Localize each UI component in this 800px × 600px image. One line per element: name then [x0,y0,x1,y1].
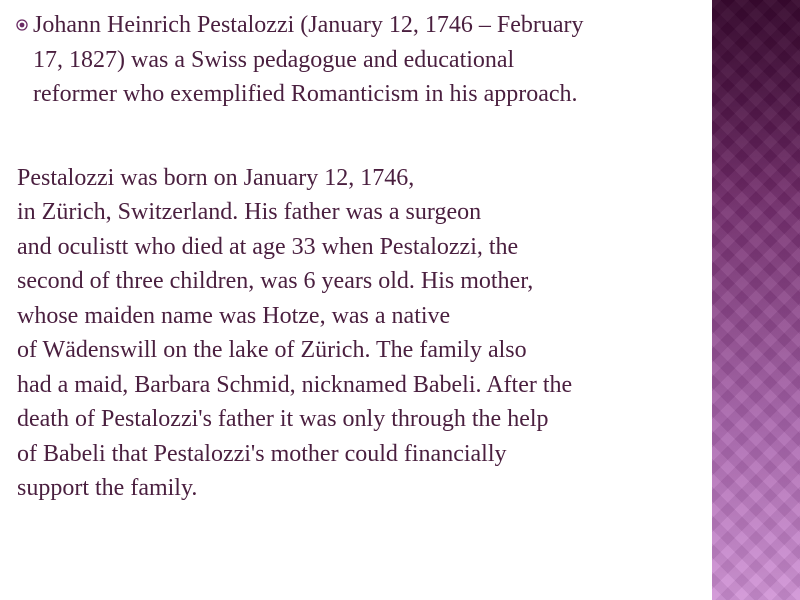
paragraph-line: in Zürich, Switzerland. His father was a surgeon [17,199,482,225]
decorative-side-band [712,0,800,600]
paragraph-line: second of three children, was 6 years old. His mother, [17,268,534,294]
paragraph-line: and oculistt who died at age 33 when Pestalozzi, the [17,233,519,260]
paragraph-line: reformer who exemplified Romanticism in his approach. [33,81,578,107]
paragraph-line: Johann Heinrich Pestalozzi (January 12, 1746 – February [33,12,584,38]
intro-paragraph [33,8,704,112]
bullet-item [14,8,704,112]
paragraph-line: support the family. [17,475,198,501]
text-content [14,8,704,506]
paragraph-line: whose maiden name was Hotze, was a native [17,302,451,329]
paragraph-line: Pestalozzi was born on January 12, 1746, [17,164,415,191]
biography-paragraph [14,161,704,506]
paragraph-line: of Babeli that Pestalozzi's mother could financially [17,440,507,467]
paragraph-line: 17, 1827) was a Swiss pedagogue and educational [33,46,515,73]
paragraph-line: had a maid, Barbara Schmid, nicknamed Babeli. After the [17,371,573,398]
circled-dot-bullet-icon [16,19,28,31]
paragraph-line: death of Pestalozzi's father it was only through the help [17,406,549,432]
paragraph-line: of Wädenswill on the lake of Zürich. The family also [17,337,527,363]
